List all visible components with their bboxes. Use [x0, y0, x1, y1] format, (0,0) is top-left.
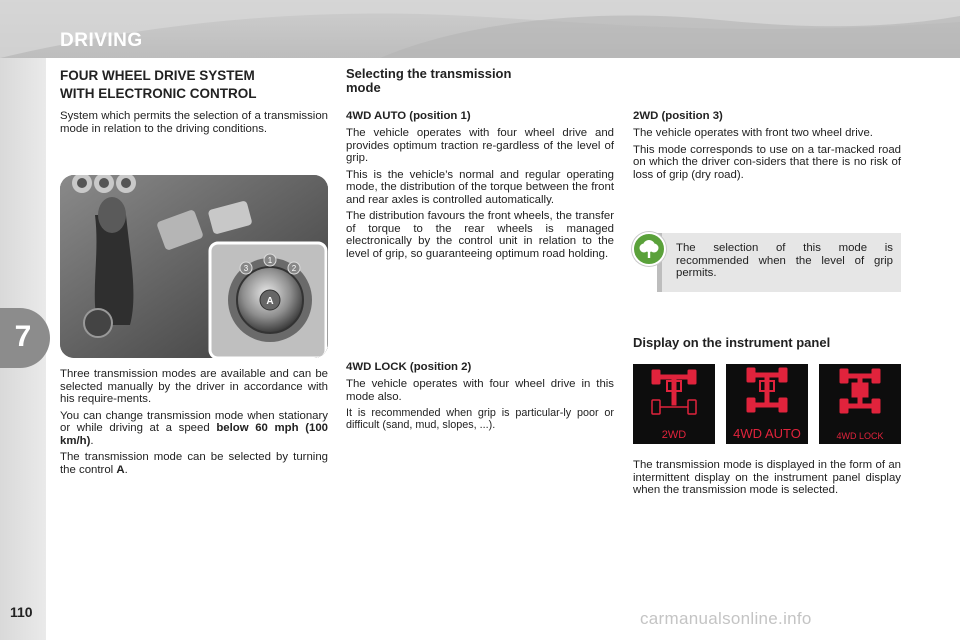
position-label-1: 1: [267, 256, 273, 265]
indicator-4wd-auto-label: 4WD AUTO: [733, 426, 801, 441]
indicator-2wd: [633, 364, 715, 444]
display-title: Display on the instrument panel: [633, 335, 831, 350]
position-label-2: 2: [291, 264, 297, 273]
indicator-4wd-lock-label: 4WD LOCK: [836, 431, 884, 441]
watermark: carmanualsonline.info: [640, 609, 812, 628]
selecting-title-line1: Selecting the transmission: [346, 66, 512, 81]
chapter-number: 7: [14, 320, 32, 353]
page-number: 110: [10, 604, 33, 620]
section-title-line2: WITH ELECTRONIC CONTROL: [60, 86, 257, 101]
header-band: [0, 0, 960, 58]
change-mode-text-start: You can change transmission mode when stationary or while driving at a speed: [60, 409, 328, 434]
indicator-4wd-lock: [819, 364, 901, 444]
modes-available-text: Three transmission modes are available and can be selected manually by the driver in accordance with his require-ments.: [60, 368, 328, 405]
display-text: The transmission mode is displayed in the form of an intermittent display on the instrument panel display when the transmission mode is selected.: [633, 459, 901, 496]
auto-mode-p3: The distribution favours the front wheels, the transfer of torque to the rear wheels is managed electronically by the control unit in relation to the level of grip, so guaranteeing optimum road holding.: [346, 210, 614, 260]
position-label-3: 3: [243, 264, 249, 273]
two-wheel-mode-block: [633, 110, 901, 185]
change-mode-text: [60, 410, 328, 448]
chapter-title: DRIVING: [60, 30, 143, 51]
display-text-block: [633, 459, 901, 501]
auto-mode-block: [346, 110, 614, 264]
lock-mode-block: [346, 361, 614, 435]
auto-mode-title: 4WD AUTO (position 1): [346, 110, 471, 122]
intro-block: [60, 110, 328, 139]
change-mode-text-end: .: [90, 434, 94, 447]
gear-console-illustration: [60, 175, 328, 358]
eco-note-text: The selection of this mode is recommended when the level of grip permits.: [676, 242, 893, 279]
lock-mode-p2: It is recommended when grip is particular-ly poor or difficult (sand, mud, slopes, ...).: [346, 407, 614, 431]
selecting-title-line2: mode: [346, 80, 381, 95]
header-swoosh: [0, 0, 960, 58]
gear-console-photo: [60, 175, 328, 358]
eco-note: [657, 233, 901, 292]
two-wheel-mode-title: 2WD (position 3): [633, 110, 723, 122]
lock-mode-title: 4WD LOCK (position 2): [346, 361, 472, 373]
section-title: [60, 67, 330, 103]
auto-mode-p2: This is the vehicle’s normal and regular operating mode, the distribution of the torque between the front and rear axles is controlled automatically.: [346, 168, 614, 206]
control-text-start: The transmission mode can be selected by turning the control: [60, 451, 328, 476]
auto-mode-p1: The vehicle operates with four wheel drive and provides optimum traction re-gardless of the level of grip.: [346, 127, 614, 164]
indicator-4wd-auto: [726, 364, 808, 444]
control-text: [60, 451, 328, 476]
tree-icon: [632, 232, 666, 266]
indicator-2wd-label: 2WD: [661, 429, 687, 441]
intro-text: System which permits the selection of a transmission mode in relation to the driving conditions.: [60, 110, 328, 135]
selecting-title: [346, 67, 586, 95]
control-text-end: .: [124, 463, 128, 476]
two-wheel-mode-p2: This mode corresponds to use on a tar-macked road on which the driver con-siders that there is no risk of loss of grip (dry road).: [633, 143, 901, 181]
speed-limit-text: below 60 mph (100 km/h): [60, 422, 328, 447]
control-letter: A: [116, 463, 125, 476]
column1-text: [60, 368, 328, 480]
two-wheel-mode-p1: The vehicle operates with front two wheel drive.: [633, 127, 873, 139]
lock-mode-p1: The vehicle operates with four wheel drive in this mode also.: [346, 378, 614, 403]
control-label-a: A: [266, 296, 274, 307]
section-title-line1: FOUR WHEEL DRIVE SYSTEM: [60, 68, 255, 83]
